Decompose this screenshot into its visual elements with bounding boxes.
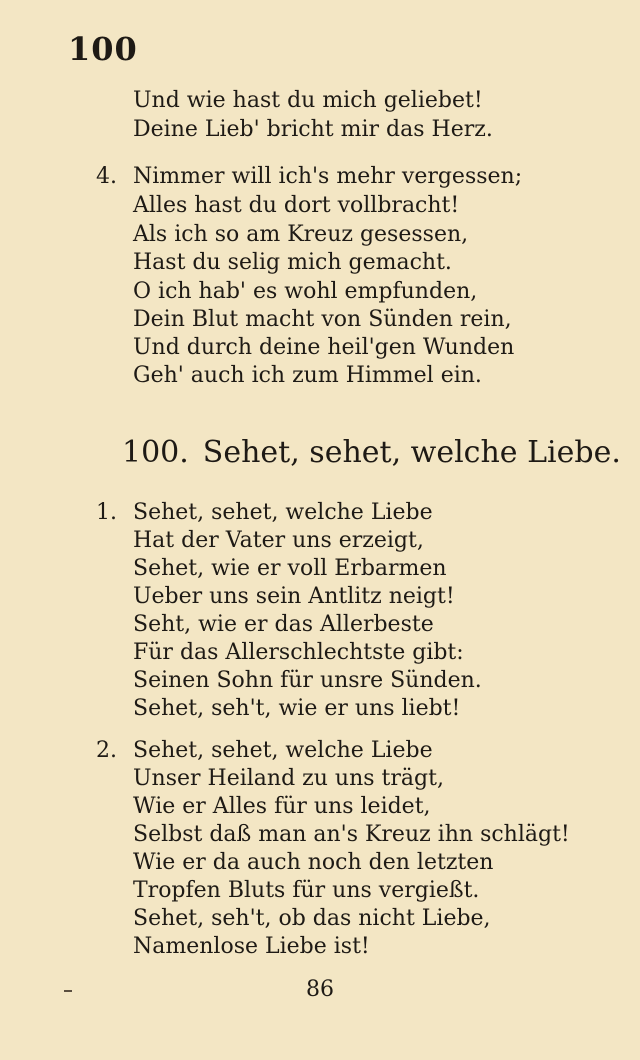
hymn-number: 100. — [122, 435, 189, 470]
verse-line: Sehet, wie er voll Erbarmen — [133, 556, 447, 581]
verse-line: Selbst daß man an's Kreuz ihn schlägt! — [133, 822, 570, 847]
verse-number: 1. — [96, 500, 117, 525]
verse-line: Dein Blut macht von Sünden rein, — [133, 307, 512, 332]
verse-line: Wie er Alles für uns leidet, — [133, 794, 431, 819]
verse-line: Nimmer will ich's mehr vergessen; — [133, 164, 523, 189]
verse-line: Deine Lieb' bricht mir das Herz. — [133, 117, 493, 142]
verse-line: Wie er da auch noch den letzten — [133, 850, 494, 875]
verse-line: Und durch deine heil'gen Wunden — [133, 335, 515, 360]
page-number-bottom: 86 — [306, 977, 334, 1002]
page-number-top: 100 — [68, 30, 138, 68]
verse-line: Ueber uns sein Antlitz neigt! — [133, 584, 455, 609]
verse-line: Für das Allerschlechtste gibt: — [133, 640, 464, 665]
verse-line: Namenlose Liebe ist! — [133, 934, 370, 959]
verse-line: Tropfen Bluts für uns vergießt. — [133, 878, 480, 903]
verse-number: 4. — [96, 164, 117, 189]
verse-line: Hat der Vater uns erzeigt, — [133, 528, 424, 553]
hymn-title — [122, 435, 621, 470]
hymn-title-text: Sehet, sehet, welche Liebe. — [202, 435, 621, 470]
verse-line: Alles hast du dort vollbracht! — [133, 193, 460, 218]
verse-line: Sehet, seh't, wie er uns liebt! — [133, 696, 461, 721]
verse-line: Seinen Sohn für unsre Sünden. — [133, 668, 482, 693]
verse-line: Und wie hast du mich geliebet! — [133, 88, 483, 113]
verse-line: Sehet, seh't, ob das nicht Liebe, — [133, 906, 491, 931]
verse-line: O ich hab' es wohl empfunden, — [133, 279, 478, 304]
verse-line: Seht, wie er das Allerbeste — [133, 612, 434, 637]
verse-line: Hast du selig mich gemacht. — [133, 250, 452, 275]
verse-line: Unser Heiland zu uns trägt, — [133, 766, 444, 791]
verse-line: Als ich so am Kreuz gesessen, — [133, 222, 469, 247]
verse-line: Sehet, sehet, welche Liebe — [133, 500, 433, 525]
verse-number: 2. — [96, 738, 117, 763]
verse-line: Sehet, sehet, welche Liebe — [133, 738, 433, 763]
verse-line: Geh' auch ich zum Himmel ein. — [133, 363, 482, 388]
